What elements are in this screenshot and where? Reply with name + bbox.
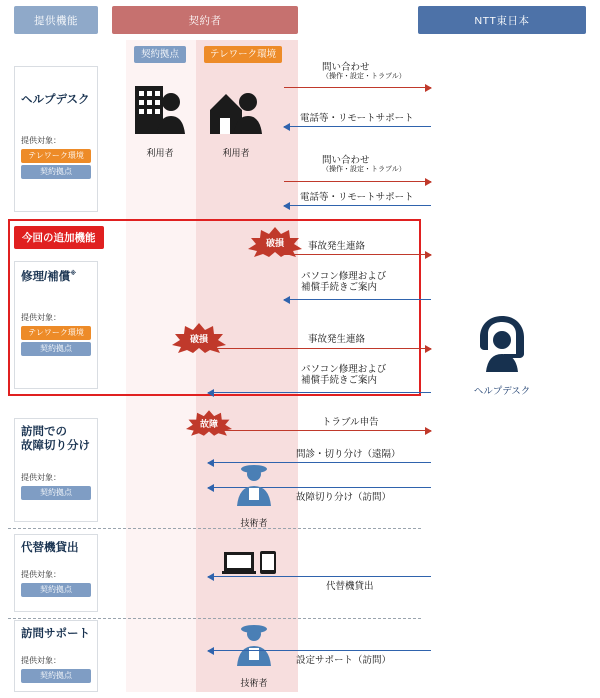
tag-telework-helpdesk: テレワーク環境 [21,149,91,163]
tag-kyoten-helpdesk: 契約拠点 [21,165,91,179]
figure-telework-user [205,80,267,159]
label-remote-support-kyoten: 電話等・リモートサポート [300,192,414,203]
tag-kyoten-onsite-support: 契約拠点 [21,669,91,683]
chip-telework: テレワーク環境 [204,46,282,63]
leftbox-substitute-rental [14,534,98,612]
figure-helpdesk-operator [455,310,549,397]
header-provide-function: 提供機能 [14,6,98,34]
leftbox-helpdesk-title: ヘルプデスク [21,94,90,106]
caption-kyoten-user: 利用者 [146,148,174,158]
chip-kyoten: 契約拠点 [134,46,186,63]
label-onsite-diagnosis: 故障切り分け（訪問） [296,492,392,503]
header-ntt-east: NTT東日本 [418,6,586,34]
figure-engineer-troubleshoot [228,458,280,529]
burst-damage-kyoten: 破損 [172,323,226,353]
arrow-remote-support-telework [284,126,431,127]
label-inquiry-kyoten: 問い合わせ （操作・設定・トラブル） [322,155,406,173]
label-remote-diagnosis: 問診・切り分け（遠隔） [296,449,401,460]
office-user-icon [131,80,189,140]
arrow-repair-guide-telework [284,299,431,300]
leftbox-helpdesk-target: 提供対象： [21,136,61,146]
tag-kyoten-substitute-rental: 契約拠点 [21,583,91,597]
leftbox-onsite-support-title: 訪問サポート [21,628,90,640]
caption-engineer-support: 技術者 [240,678,268,688]
home-user-icon [206,80,266,140]
divider-1 [8,528,421,529]
figure-kyoten-user [130,80,190,159]
figure-engineer-support [228,618,280,689]
caption-helpdesk: ヘルプデスク [473,386,531,397]
label-repair-guide-telework: パソコン修理および 補償手続きご案内 [301,271,387,294]
leftbox-substitute-rental-title: 代替機貸出 [21,542,79,554]
leftbox-helpdesk [14,66,98,212]
caption-telework-user: 利用者 [222,148,250,158]
leftbox-repair-title: 修理/補償※ [21,271,77,283]
label-remote-support-telework: 電話等・リモートサポート [300,113,414,124]
arrow-incident-report-kyoten [208,348,431,349]
engineer-icon [229,458,279,510]
header-contractor: 契約者 [112,6,298,34]
arrow-trouble-report [214,430,431,431]
leftbox-repair [14,261,98,389]
leftbox-onsite-troubleshoot [14,418,98,522]
leftbox-onsite-troubleshoot-target: 提供対象： [21,472,61,482]
tag-kyoten-onsite-troubleshoot: 契約拠点 [21,486,91,500]
label-repair-guide-kyoten: パソコン修理および 補償手続きご案内 [301,364,387,387]
caption-engineer-troubleshoot: 技術者 [240,518,268,528]
tag-telework-repair: テレワーク環境 [21,326,91,340]
label-inquiry-telework: 問い合わせ （操作・設定・トラブル） [322,62,406,80]
arrow-inquiry-kyoten [284,181,431,182]
burst-failure: 故障 [186,410,232,436]
engineer-icon [229,618,279,670]
label-incident-report-kyoten: 事故発生連絡 [308,334,366,345]
highlight-label-new-function: 今回の追加機能 [14,226,104,249]
label-substitute-rental: 代替機貸出 [326,581,374,592]
leftbox-substitute-rental-target: 提供対象： [21,570,61,580]
arrow-incident-report-telework [284,254,431,255]
divider-2 [8,618,421,619]
arrow-repair-guide-kyoten [208,392,431,393]
arrow-substitute-rental [208,576,431,577]
laptop-tablet-icon [222,548,280,578]
tag-kyoten-repair: 契約拠点 [21,342,91,356]
label-trouble-report: トラブル申告 [322,417,379,428]
leftbox-onsite-support [14,620,98,692]
arrow-inquiry-telework [284,87,431,88]
figure-devices [222,548,280,578]
leftbox-onsite-troubleshoot-title: 訪問での 故障切り分け [21,426,90,453]
arrow-remote-support-kyoten [284,205,431,206]
burst-damage-telework: 破損 [248,227,302,257]
leftbox-repair-target: 提供対象： [21,313,61,323]
arrow-setup-support [208,650,431,651]
headset-operator-icon [464,310,540,376]
leftbox-onsite-support-target: 提供対象： [21,656,61,666]
label-incident-report-telework: 事故発生連絡 [308,241,366,252]
label-setup-support: 設定サポート（訪問） [296,655,392,666]
